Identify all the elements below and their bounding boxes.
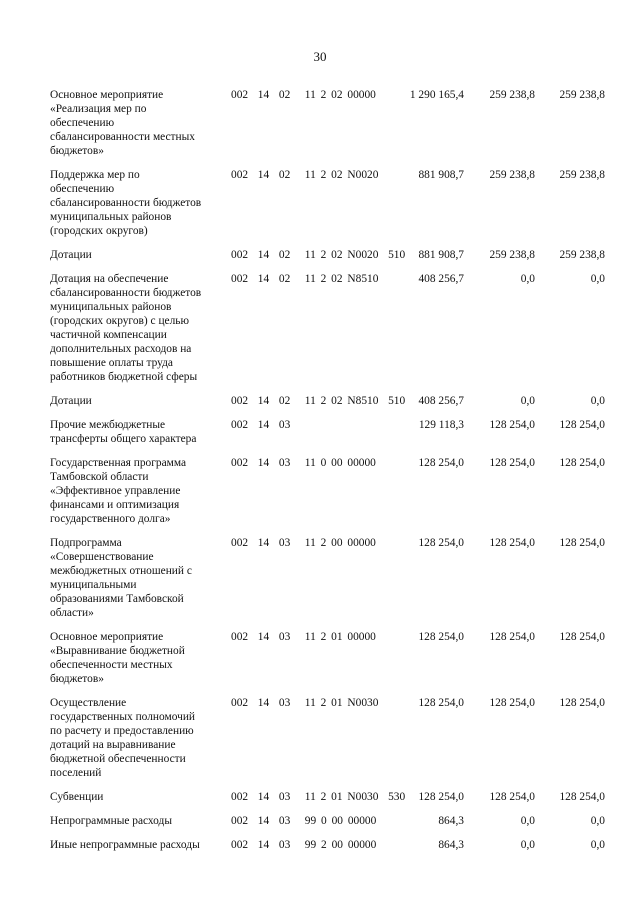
row-name: Осуществление государственных полномочий по расчету и предоставлению дотаций на выравнивание бюджетной обеспеченности поселений <box>50 697 196 779</box>
row-name: Дотации <box>50 249 92 261</box>
row-value-3: 0,0 <box>590 815 605 827</box>
table-row <box>50 394 610 408</box>
row-codes: 002 14 02 11 2 02 00000 <box>231 89 376 101</box>
row-value-3: 259 238,8 <box>559 169 605 181</box>
row-name: Дотации <box>50 395 92 407</box>
row-value-3: 0,0 <box>590 273 605 285</box>
row-name: Непрограммные расходы <box>50 815 172 827</box>
table-row <box>50 272 610 384</box>
row-value-3: 128 254,0 <box>559 537 605 549</box>
row-name: Прочие межбюджетные трансферты общего характера <box>50 419 197 445</box>
row-name: Субвенции <box>50 791 104 803</box>
row-name: Государственная программа Тамбовской области «Эффективное управление финансами и оптимизация государственного долга» <box>50 457 187 525</box>
row-name: Поддержка мер по обеспечению сбалансированности бюджетов муниципальных районов (городских округов) <box>50 169 202 237</box>
row-value-1: 881 908,7 <box>418 169 464 181</box>
row-value-3: 128 254,0 <box>559 791 605 803</box>
row-codes: 002 14 03 11 2 01 N0030 530 <box>231 791 406 803</box>
row-value-1: 128 254,0 <box>418 791 464 803</box>
table-row <box>50 168 610 238</box>
row-codes: 002 14 02 11 2 02 N0020 <box>231 169 379 181</box>
row-name: Дотация на обеспечение сбалансированности бюджетов муниципальных районов (городских округов) с целью частичной компенсации дополнительных расходов на повышение оплаты труда работников бюджетной сферы <box>50 273 202 383</box>
table-row <box>50 814 610 828</box>
row-value-1: 864,3 <box>438 815 464 827</box>
table-row <box>50 248 610 262</box>
row-value-2: 128 254,0 <box>489 697 535 709</box>
row-value-3: 128 254,0 <box>559 697 605 709</box>
row-value-1: 408 256,7 <box>418 273 464 285</box>
row-codes: 002 14 03 11 2 01 00000 <box>231 631 376 643</box>
row-value-2: 0,0 <box>520 273 535 285</box>
row-codes: 002 14 03 <box>231 419 291 431</box>
row-name: Основное мероприятие «Выравнивание бюджетной обеспеченности местных бюджетов» <box>50 631 185 685</box>
table-row <box>50 88 610 158</box>
page-number: 30 <box>313 49 327 64</box>
row-codes: 002 14 02 11 2 02 N8510 510 <box>231 395 406 407</box>
row-value-2: 128 254,0 <box>489 457 535 469</box>
row-value-2: 0,0 <box>520 839 535 851</box>
table-row <box>50 838 610 852</box>
row-value-3: 128 254,0 <box>559 419 605 431</box>
row-value-3: 128 254,0 <box>559 631 605 643</box>
row-value-3: 128 254,0 <box>559 457 605 469</box>
table-row <box>50 418 610 446</box>
table-row <box>50 790 610 804</box>
row-value-2: 128 254,0 <box>489 631 535 643</box>
row-value-2: 128 254,0 <box>489 419 535 431</box>
row-value-1: 128 254,0 <box>418 697 464 709</box>
row-codes: 002 14 03 11 2 01 N0030 <box>231 697 379 709</box>
row-value-2: 259 238,8 <box>489 169 535 181</box>
row-value-2: 128 254,0 <box>489 537 535 549</box>
row-value-3: 0,0 <box>590 395 605 407</box>
row-codes: 002 14 03 99 2 00 00000 <box>231 839 377 851</box>
row-value-3: 0,0 <box>590 839 605 851</box>
row-value-2: 128 254,0 <box>489 791 535 803</box>
row-value-1: 864,3 <box>438 839 464 851</box>
table-row <box>50 456 610 526</box>
row-value-1: 881 908,7 <box>418 249 464 261</box>
row-value-1: 1 290 165,4 <box>409 89 464 101</box>
row-value-3: 259 238,8 <box>559 89 605 101</box>
table-row <box>50 536 610 620</box>
row-value-1: 408 256,7 <box>418 395 464 407</box>
row-value-1: 128 254,0 <box>418 631 464 643</box>
table-row <box>50 630 610 686</box>
row-value-1: 128 254,0 <box>418 457 464 469</box>
row-value-1: 129 118,3 <box>418 419 464 431</box>
row-name: Иные непрограммные расходы <box>50 839 200 851</box>
row-name: Подпрограмма «Совершенствование межбюджетных отношений с муниципальными образованиями Тамбовской области» <box>50 537 192 619</box>
row-codes: 002 14 02 11 2 02 N8510 <box>231 273 379 285</box>
row-value-2: 0,0 <box>520 815 535 827</box>
row-codes: 002 14 03 11 0 00 00000 <box>231 457 376 469</box>
table-row <box>50 696 610 780</box>
row-value-2: 259 238,8 <box>489 249 535 261</box>
row-value-2: 0,0 <box>520 395 535 407</box>
budget-table <box>50 88 610 862</box>
row-codes: 002 14 03 99 0 00 00000 <box>231 815 377 827</box>
row-name: Основное мероприятие «Реализация мер по обеспечению сбалансированности местных бюджетов» <box>50 89 195 157</box>
row-value-3: 259 238,8 <box>559 249 605 261</box>
row-codes: 002 14 03 11 2 00 00000 <box>231 537 376 549</box>
row-value-1: 128 254,0 <box>418 537 464 549</box>
row-codes: 002 14 02 11 2 02 N0020 510 <box>231 249 406 261</box>
row-value-2: 259 238,8 <box>489 89 535 101</box>
